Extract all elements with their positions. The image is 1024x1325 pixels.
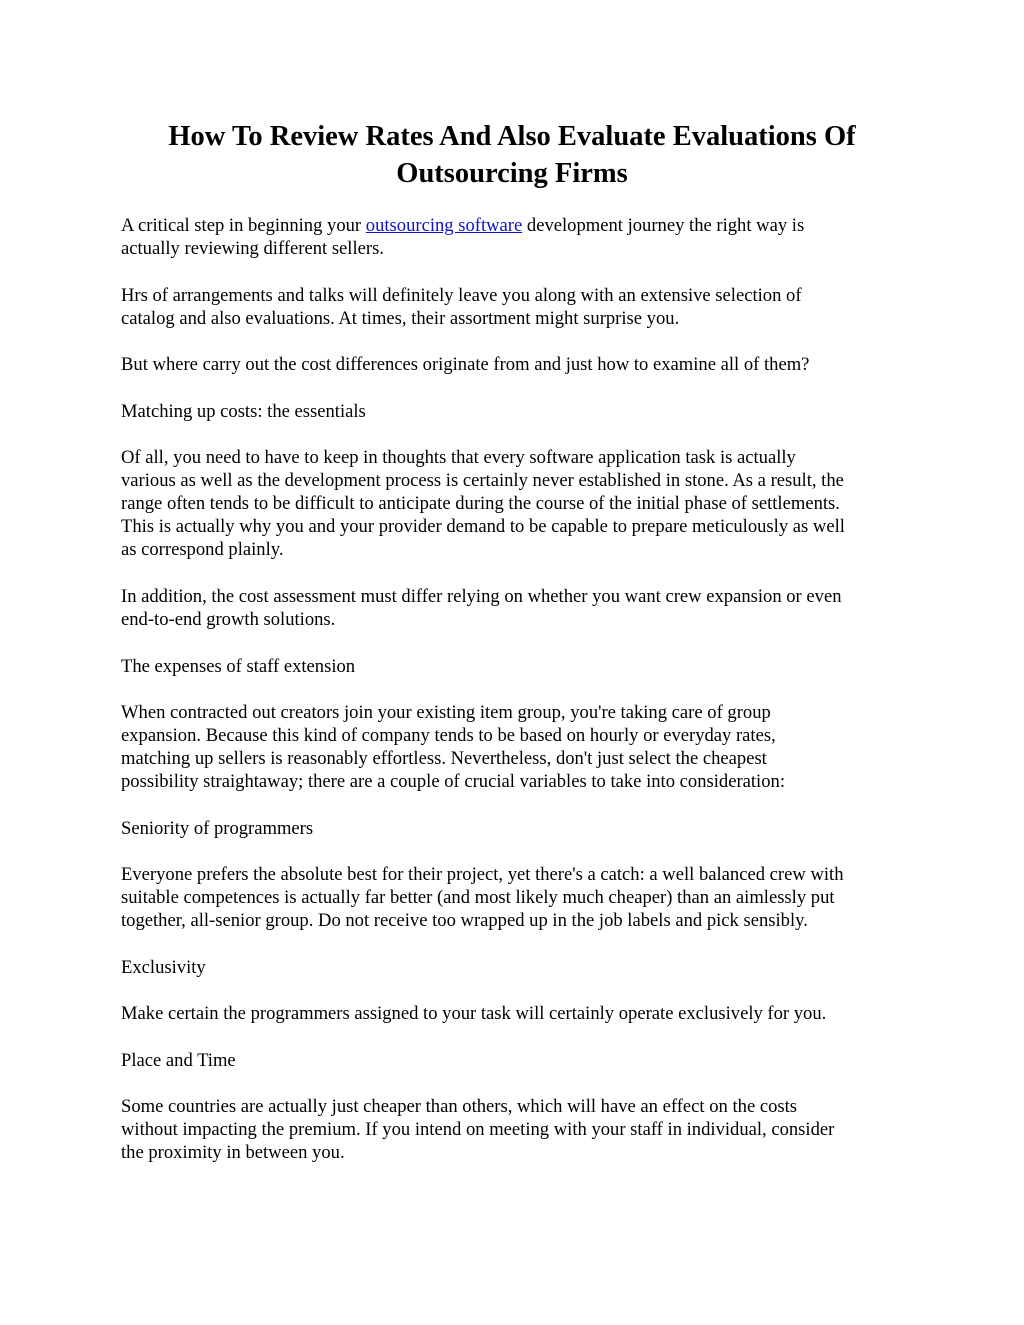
paragraph-balanced-crew <box>121 863 911 932</box>
paragraph-line: as correspond plainly. <box>121 539 284 560</box>
paragraph-line: without impacting the premium. If you intend on meeting with your staff in individual, consider <box>121 1119 835 1140</box>
paragraph-line: This is actually why you and your provider demand to be capable to prepare meticulously as well <box>121 516 845 537</box>
paragraph-line: expansion. Because this kind of company tends to be based on hourly or everyday rates, <box>121 725 776 746</box>
heading-staff-extension: The expenses of staff extension <box>121 656 356 677</box>
title-line-1: How To Review Rates And Also Evaluate Evaluations Of <box>168 121 856 152</box>
heading-seniority: Seniority of programmers <box>121 818 314 839</box>
paragraph-line: catalog and also evaluations. At times, their assortment might surprise you. <box>121 308 680 329</box>
intro-text-pre: A critical step in beginning your <box>121 215 366 236</box>
title-line-2: Outsourcing Firms <box>396 158 628 189</box>
paragraph-cost-differences <box>121 353 911 376</box>
paragraph-line: suitable competences is actually far better (and most likely much cheaper) than an aimlessly put <box>121 887 835 908</box>
heading-exclusivity: Exclusivity <box>121 957 206 978</box>
paragraph-line: Make certain the programmers assigned to your task will certainly operate exclusively for you. <box>121 1003 827 1024</box>
heading-place-and-time: Place and Time <box>121 1050 236 1071</box>
paragraph-line: matching up sellers is reasonably effortless. Nevertheless, don't just select the cheapest <box>121 748 767 769</box>
paragraph-line: Some countries are actually just cheaper than others, which will have an effect on the costs <box>121 1096 798 1117</box>
paragraph-countries <box>121 1095 911 1164</box>
paragraph-arrangements <box>121 284 911 330</box>
paragraph-line: possibility straightaway; there are a couple of crucial variables to take into consideration: <box>121 771 785 792</box>
intro-text-post: development journey the right way is <box>522 215 805 236</box>
paragraph-line: But where carry out the cost differences originate from and just how to examine all of them? <box>121 354 810 375</box>
paragraph-line: various as well as the development process is certainly never established in stone. As a result, the <box>121 470 844 491</box>
paragraph-exclusivity <box>121 1002 911 1025</box>
paragraph-line: range often tends to be difficult to anticipate during the course of the initial phase of settlements. <box>121 493 840 514</box>
paragraph-software-task <box>121 446 911 561</box>
paragraph-line: end-to-end growth solutions. <box>121 609 336 630</box>
heading-matching-costs: Matching up costs: the essentials <box>121 401 366 422</box>
paragraph-group-expansion <box>121 701 911 793</box>
page-title <box>100 118 924 192</box>
paragraph-line <box>121 214 911 237</box>
paragraph-cost-assessment <box>121 585 911 631</box>
paragraph-line: Hrs of arrangements and talks will definitely leave you along with an extensive selection of <box>121 285 802 306</box>
paragraph-line: the proximity in between you. <box>121 1142 345 1163</box>
paragraph-line: Of all, you need to have to keep in thoughts that every software application task is actually <box>121 447 796 468</box>
paragraph-intro <box>121 214 911 260</box>
paragraph-line: together, all-senior group. Do not receive too wrapped up in the job labels and pick sensibly. <box>121 910 808 931</box>
paragraph-line: In addition, the cost assessment must differ relying on whether you want crew expansion or even <box>121 586 842 607</box>
paragraph-line: Everyone prefers the absolute best for their project, yet there's a catch: a well balanced crew with <box>121 864 844 885</box>
paragraph-line: When contracted out creators join your existing item group, you're taking care of group <box>121 702 771 723</box>
outsourcing-software-link[interactable]: outsourcing software <box>365 215 523 236</box>
paragraph-line: actually reviewing different sellers. <box>121 238 384 259</box>
